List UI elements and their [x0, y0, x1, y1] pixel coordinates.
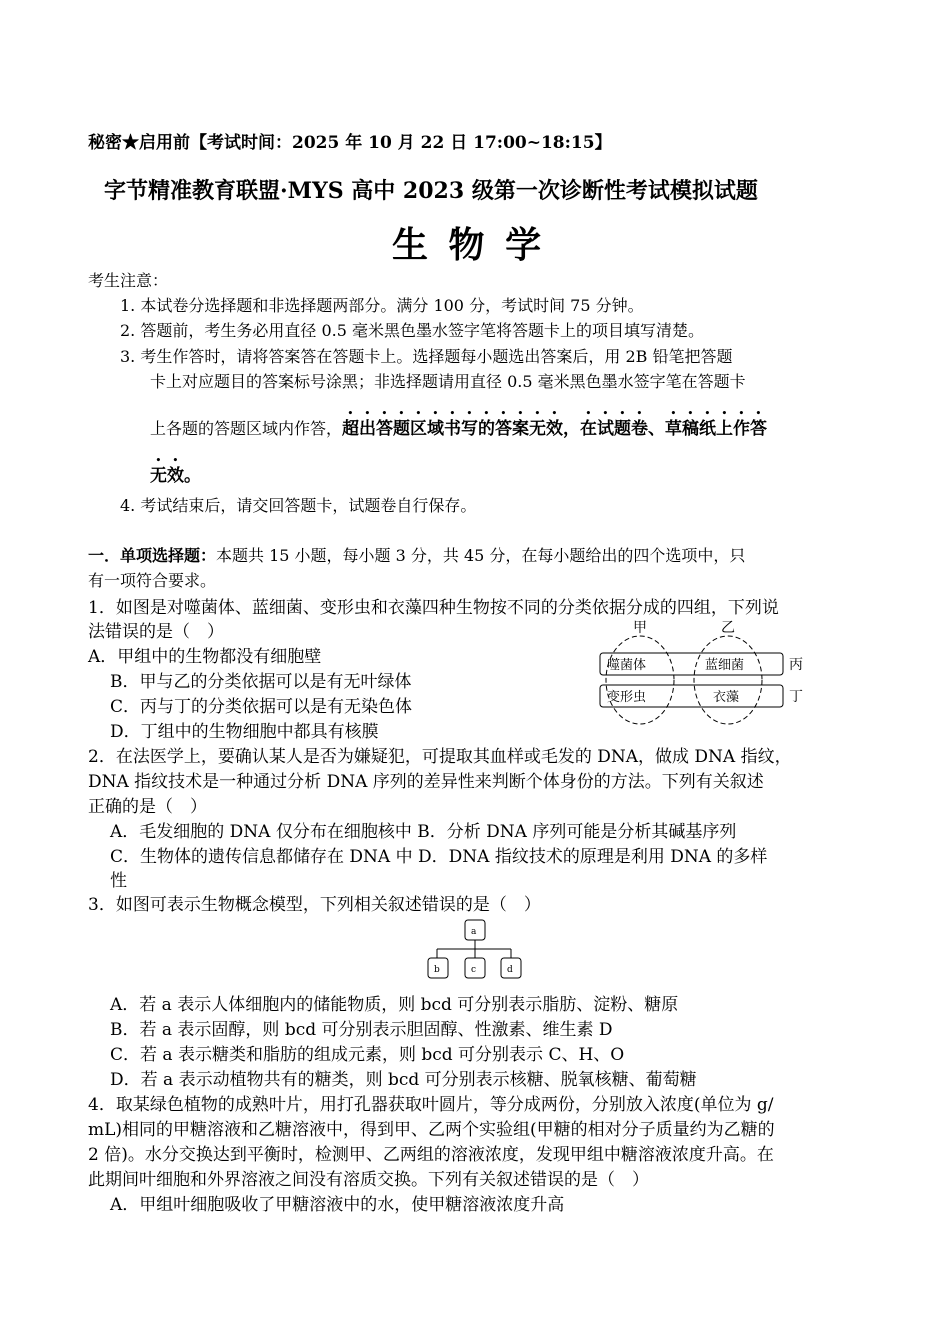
q1-option-c: C．丙与丁的分类依据可以是有无染色体	[110, 697, 413, 717]
exam-title: 字节精准教育联盟·MYS 高中 2023 级第一次诊断性考试模拟试题	[104, 178, 758, 204]
q1-option-a: A．甲组中的生物都没有细胞壁	[88, 647, 322, 667]
node-a-label: a	[471, 927, 477, 937]
q2-stem-3: 正确的是（ ）	[88, 797, 207, 817]
cell-cyanobacteria: 蓝细菌	[705, 658, 745, 673]
q4-stem-2: mL)相同的甲糖溶液和乙糖溶液中，得到甲、乙两个实验组(甲糖的相对分子质量约为乙糖的	[88, 1120, 775, 1140]
q2-options-ab: A．毛发细胞的 DNA 仅分布在细胞核中 B．分析 DNA 序列可能是分析其碱基序列	[110, 822, 737, 842]
node-d-label: d	[507, 965, 513, 975]
section-1-title: 一．单项选择题：	[88, 546, 217, 565]
q4-stem: 4．取某绿色植物的成熟叶片，用打孔器获取叶圆片，等分成两份，分别放入浓度(单位为 g/	[88, 1095, 774, 1115]
q3-option-a: A．若 a 表示人体细胞内的储能物质，则 bcd 可分别表示脂肪、淀粉、糖原	[110, 995, 679, 1015]
label-jia: 甲	[633, 620, 647, 636]
q4-stem-3: 2 倍)。水分交换达到平衡时，检测甲、乙两组的溶液浓度，发现甲组中糖溶液浓度升高。在	[88, 1145, 774, 1165]
q4-option-a: A．甲组叶细胞吸收了甲糖溶液中的水，使甲糖溶液浓度升高	[110, 1195, 565, 1215]
q2-stem: 2．在法医学上，要确认某人是否为嫌疑犯，可提取其血样或毛发的 DNA，做成 DNA 指纹，	[88, 747, 792, 767]
notice-item-3-line2: 卡上对应题目的答案标号涂黑；非选择题请用直径 0.5 毫米黑色墨水签字笔在答题卡	[150, 372, 746, 391]
ellipse-jia	[606, 636, 674, 724]
label-ding: 丁	[789, 689, 803, 705]
notice-item-3: 3. 考生作答时，请将答案答在答题卡上。选择题每小题选出答案后，用 2B 铅笔把答题	[120, 347, 733, 366]
q1-classification-figure	[585, 615, 825, 725]
label-bing: 丙	[789, 657, 803, 673]
q2-options-cd-end: 性	[110, 871, 127, 891]
cell-chlamydomonas: 衣藻	[713, 690, 740, 705]
notice-item-3-line3	[150, 409, 767, 439]
notice-item-1: 1. 本试卷分选择题和非选择题两部分。满分 100 分，考试时间 75 分钟。	[120, 296, 644, 315]
q1-stem: 1．如图是对噬菌体、蓝细菌、变形虫和衣藻四种生物按不同的分类依据分成的四组，下列说	[88, 598, 779, 618]
section-1-desc: 本题共 15 小题，每小题 3 分，共 45 分，在每小题给出的四个选项中，只	[216, 546, 746, 565]
notice-item-2: 2. 答题前，考生务必用直径 0.5 毫米黑色墨水签字笔将答题卡上的项目填写清楚。	[120, 321, 704, 340]
q4-stem-4: 此期间叶细胞和外界溶液之间没有溶质交换。下列有关叙述错误的是（ ）	[88, 1170, 649, 1190]
q3-option-c: C．若 a 表示糖类和脂肪的组成元素，则 bcd 可分别表示 C、H、O	[110, 1045, 625, 1065]
notice-item-4: 4. 考试结束后，请交回答题卡，试题卷自行保存。	[120, 496, 477, 515]
node-c-label: c	[471, 965, 477, 975]
notice-item-3-end: 无效。	[150, 466, 201, 486]
node-b-label: b	[434, 965, 440, 975]
notice-heading: 考生注意：	[88, 271, 169, 290]
q1-option-d: D．丁组中的生物细胞中都具有核膜	[110, 722, 379, 742]
q2-stem-2: DNA 指纹技术是一种通过分析 DNA 序列的差异性来判断个体身份的方法。下列有关叙述	[88, 772, 764, 792]
q1-option-b: B．甲与乙的分类依据可以是有无叶绿体	[110, 672, 412, 692]
exam-secret-line: 秘密★启用前【考试时间：2025 年 10 月 22 日 17:00~18:15】	[88, 133, 612, 153]
subject-title: 生 物 学	[392, 225, 546, 266]
label-yi: 乙	[721, 620, 735, 636]
ellipse-yi	[694, 636, 762, 724]
q3-option-b: B．若 a 表示固醇，则 bcd 可分别表示胆固醇、性激素、维生素 D	[110, 1020, 613, 1040]
q3-concept-figure	[425, 916, 530, 982]
q3-stem: 3．如图可表示生物概念模型，下列相关叙述错误的是（ ）	[88, 895, 541, 915]
q3-option-d: D．若 a 表示动植物共有的糖类，则 bcd 可分别表示核糖、脱氧核糖、葡萄糖	[110, 1070, 697, 1090]
notice-item-3-text: 上各题的答题区域内作答，	[150, 419, 343, 438]
section-1-desc-2: 有一项符合要求。	[88, 571, 217, 590]
cell-phage: 噬菌体	[607, 658, 647, 673]
cell-amoeba: 变形虫	[607, 690, 647, 705]
section-1-heading	[88, 543, 745, 566]
notice-item-3-emphasis: 超出答题区域书写的答案无效，在试题卷、草稿纸上作答	[342, 419, 768, 439]
q1-stem-2: 法错误的是（ ）	[88, 622, 224, 642]
q2-options-cd: C．生物体的遗传信息都储存在 DNA 中 D．DNA 指纹技术的原理是利用 DNA 的多样	[110, 847, 768, 867]
